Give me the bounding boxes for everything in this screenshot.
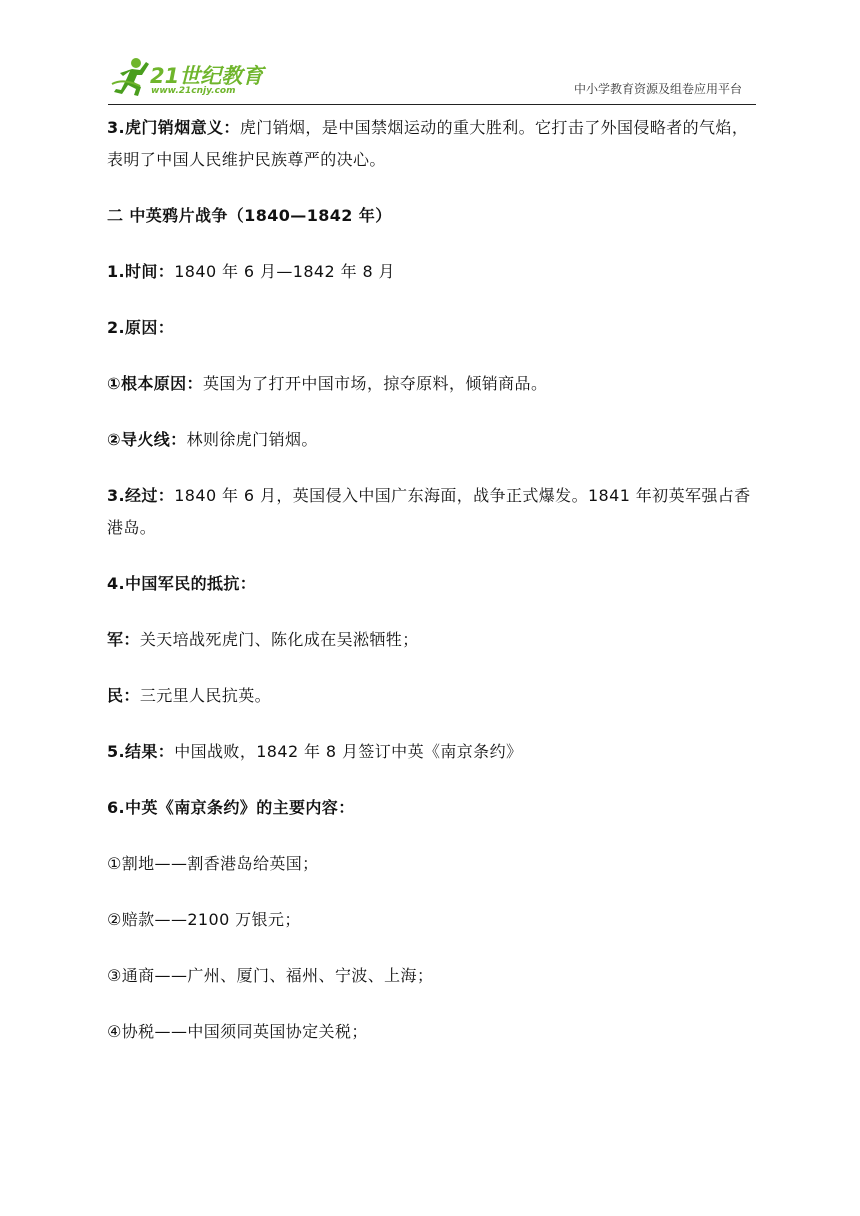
text-root-cause: 英国为了打开中国市场，掠夺原料，倾销商品。 xyxy=(202,374,548,393)
list-item: ②赔款——2100 万银元； xyxy=(107,910,301,929)
paragraph-time xyxy=(107,256,757,288)
paragraph-people xyxy=(107,680,757,712)
text-people: 三元里人民抗英。 xyxy=(139,686,272,705)
page-header xyxy=(108,50,756,105)
logo-url: www.21cnjy.com xyxy=(151,86,236,96)
paragraph-army xyxy=(107,624,757,656)
label-process: 3.经过： xyxy=(107,486,175,505)
text-army: 关天培战死虎门、陈化成在吴淞牺牲； xyxy=(139,630,419,649)
list-item: ③通商——广州、厦门、福州、宁波、上海； xyxy=(107,966,434,985)
list-item: ④协税——中国须同英国协定关税； xyxy=(107,1022,368,1041)
list-item: ①割地——割香港岛给英国； xyxy=(107,854,319,873)
runner-logo-icon xyxy=(110,56,152,100)
paragraph-root-cause xyxy=(107,368,757,400)
label-people: 民： xyxy=(107,686,140,705)
paragraph-process xyxy=(107,480,757,544)
text-process: 1840 年 6 月，英国侵入中国广东海面，战争正式爆发。1841 年初英军强占香港岛。 xyxy=(107,486,751,537)
label-fuse: ②导火线： xyxy=(107,430,187,449)
site-logo xyxy=(110,56,280,100)
text-fuse: 林则徐虎门销烟。 xyxy=(186,430,318,449)
logo-text: 21世纪教育 xyxy=(150,64,264,88)
text-significance: 虎门销烟，是中国禁烟运动的重大胜利。它打击了外国侵略者的气焰，表明了中国人民维护民族尊严的决心。 xyxy=(107,118,749,169)
heading-cause: 2.原因： xyxy=(107,318,175,337)
platform-name: 中小学教育资源及组卷应用平台 xyxy=(573,82,742,96)
label-time: 1.时间： xyxy=(107,262,175,281)
label-significance: 3.虎门销烟意义： xyxy=(107,118,240,137)
text-time: 1840 年 6 月—1842 年 8 月 xyxy=(174,262,395,281)
document-body xyxy=(107,112,757,1072)
heading-treaty: 6.中英《南京条约》的主要内容： xyxy=(107,798,355,817)
section-heading: 二 中英鸦片战争（1840—1842 年） xyxy=(107,206,392,225)
heading-resistance: 4.中国军民的抵抗： xyxy=(107,574,257,593)
paragraph-result xyxy=(107,736,757,768)
paragraph-fuse xyxy=(107,424,757,456)
label-result: 5.结果： xyxy=(107,742,175,761)
text-result: 中国战败，1842 年 8 月签订中英《南京条约》 xyxy=(174,742,523,761)
label-root-cause: ①根本原因： xyxy=(107,374,203,393)
label-army: 军： xyxy=(107,630,140,649)
paragraph-significance xyxy=(107,112,757,176)
